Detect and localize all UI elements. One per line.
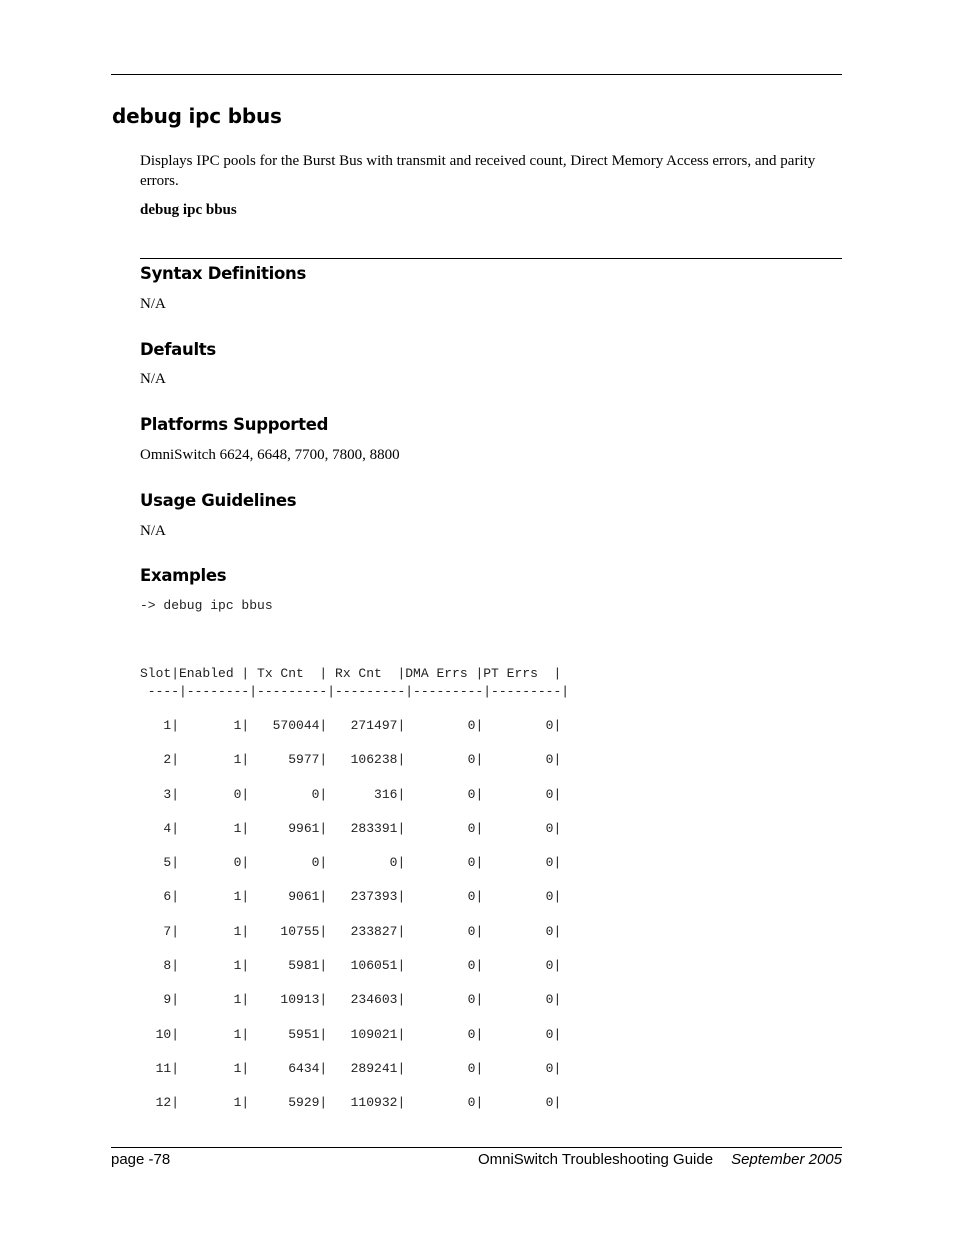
table-header: Slot|Enabled | Tx Cnt | Rx Cnt |DMA Errs |PT Errs |	[140, 666, 562, 681]
table-row: 1| 1| 570044| 271497| 0| 0|	[140, 718, 562, 733]
usage-heading: Usage Guidelines	[140, 491, 297, 510]
top-rule	[111, 74, 842, 75]
examples-heading: Examples	[140, 566, 227, 585]
publication-date: September 2005	[731, 1151, 842, 1168]
table-row: 12| 1| 5929| 110932| 0| 0|	[140, 1095, 562, 1110]
table-row: 4| 1| 9961| 283391| 0| 0|	[140, 821, 562, 836]
table-row: 8| 1| 5981| 106051| 0| 0|	[140, 958, 562, 973]
table-row: 7| 1| 10755| 233827| 0| 0|	[140, 924, 562, 939]
syntax-heading: Syntax Definitions	[140, 264, 306, 283]
section-rule	[140, 258, 842, 259]
table-row: 9| 1| 10913| 234603| 0| 0|	[140, 992, 562, 1007]
table-row: 11| 1| 6434| 289241| 0| 0|	[140, 1061, 562, 1076]
table-separator: ----|--------|---------|---------|---------|---------|	[140, 684, 570, 699]
page-number: page -78	[111, 1151, 171, 1168]
defaults-text: N/A	[140, 371, 166, 387]
table-row: 5| 0| 0| 0| 0| 0|	[140, 855, 562, 870]
table-row: 6| 1| 9061| 237393| 0| 0|	[140, 889, 562, 904]
table-row: 10| 1| 5951| 109021| 0| 0|	[140, 1027, 562, 1042]
footer-rule	[111, 1147, 842, 1148]
command-syntax: debug ipc bbus	[140, 202, 237, 218]
page-title: debug ipc bbus	[112, 104, 282, 128]
example-prompt: -> debug ipc bbus	[140, 598, 273, 613]
platforms-heading: Platforms Supported	[140, 415, 329, 434]
table-row: 3| 0| 0| 316| 0| 0|	[140, 787, 562, 802]
footer-info	[478, 1151, 842, 1168]
platforms-text: OmniSwitch 6624, 6648, 7700, 7800, 8800	[140, 447, 400, 463]
command-description: Displays IPC pools for the Burst Bus with transmit and received count, Direct Memory Access errors, and parity errors.	[140, 153, 816, 189]
guide-title: OmniSwitch Troubleshooting Guide	[477, 1151, 714, 1168]
table-row: 2| 1| 5977| 106238| 0| 0|	[140, 752, 562, 767]
defaults-heading: Defaults	[140, 340, 216, 359]
syntax-text: N/A	[140, 296, 166, 312]
usage-text: N/A	[140, 523, 166, 539]
